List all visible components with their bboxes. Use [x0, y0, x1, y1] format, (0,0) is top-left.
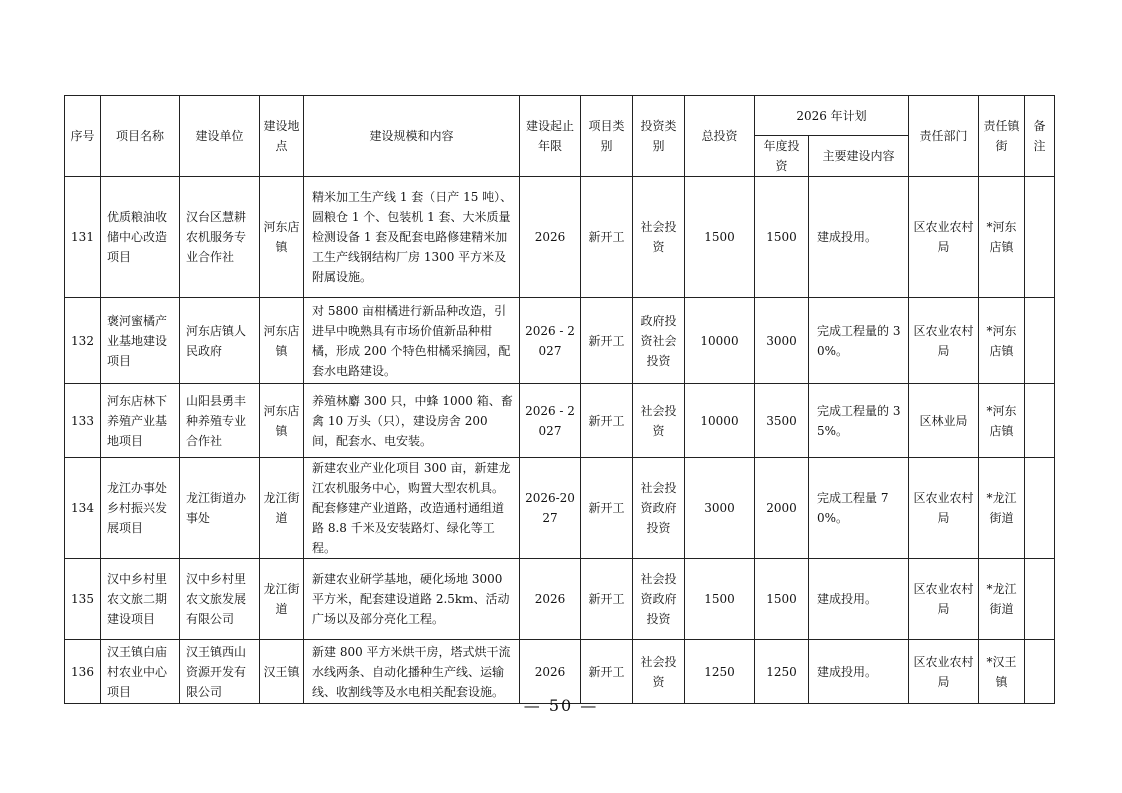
row-period: 2026-2027 [520, 458, 581, 559]
row-name: 优质粮油收储中心改造项目 [101, 177, 180, 298]
row-annual: 3000 [755, 298, 809, 384]
row-unit: 山阳县勇丰种养殖专业合作社 [180, 384, 260, 458]
header-main-content: 主要建设内容 [809, 136, 909, 177]
row-remark [1025, 298, 1055, 384]
row-unit: 汉王镇西山资源开发有限公司 [180, 640, 260, 704]
row-annual: 2000 [755, 458, 809, 559]
row-scale: 对 5800 亩柑橘进行新品种改造，引进早中晚熟具有市场价值新品种柑橘，形成 200 个特色柑橘采摘园，配套水电路建设。 [304, 298, 520, 384]
row-name: 汉王镇白庙村农业中心项目 [101, 640, 180, 704]
row-scale: 精米加工生产线 1 套（日产 15 吨）、圆粮仓 1 个、包装机 1 套、大米质量检测设备 1 套及配套电路修建精米加工生产线钢结构厂房 1300 平方米及附属设施。 [304, 177, 520, 298]
row-scale: 新建农业产业化项目 300 亩，新建龙江农机服务中心，购置大型农机具。配套修建产业道路，改造通村通组道路 8.8 千米及安装路灯、绿化等工程。 [304, 458, 520, 559]
row-category: 新开工 [581, 177, 633, 298]
row-location: 龙江街道 [260, 458, 304, 559]
header-location: 建设地点 [260, 96, 304, 177]
row-seq: 134 [65, 458, 101, 559]
row-location: 河东店镇 [260, 384, 304, 458]
row-annual: 1500 [755, 559, 809, 640]
row-annual: 1500 [755, 177, 809, 298]
row-department: 区林业局 [909, 384, 979, 458]
row-seq: 133 [65, 384, 101, 458]
row-scale: 新建农业研学基地，硬化场地 3000 平方米，配套建设道路 2.5km、活动广场以及部分亮化工程。 [304, 559, 520, 640]
row-location: 河东店镇 [260, 298, 304, 384]
header-remark: 备注 [1025, 96, 1055, 177]
row-department: 区农业农村局 [909, 298, 979, 384]
row-department: 区农业农村局 [909, 458, 979, 559]
header-department: 责任部门 [909, 96, 979, 177]
row-remark [1025, 177, 1055, 298]
row-total: 10000 [685, 298, 755, 384]
header-town: 责任镇街 [979, 96, 1025, 177]
row-name: 龙江办事处乡村振兴发展项目 [101, 458, 180, 559]
row-content: 完成工程量 70%。 [809, 458, 909, 559]
row-unit: 汉中乡村里农文旅发展有限公司 [180, 559, 260, 640]
row-town: *河东店镇 [979, 177, 1025, 298]
row-category: 新开工 [581, 640, 633, 704]
header-period: 建设起止年限 [520, 96, 581, 177]
row-department: 区农业农村局 [909, 177, 979, 298]
row-annual: 3500 [755, 384, 809, 458]
row-unit: 汉台区慧耕农机服务专业合作社 [180, 177, 260, 298]
row-town: *龙江街道 [979, 458, 1025, 559]
row-invest-type: 社会投资 [633, 384, 685, 458]
row-content: 完成工程量的 30%。 [809, 298, 909, 384]
row-content: 完成工程量的 35%。 [809, 384, 909, 458]
row-category: 新开工 [581, 298, 633, 384]
table-row [65, 640, 1055, 704]
row-category: 新开工 [581, 384, 633, 458]
row-period: 2026 [520, 559, 581, 640]
row-department: 区农业农村局 [909, 640, 979, 704]
row-total: 1500 [685, 177, 755, 298]
row-remark [1025, 559, 1055, 640]
header-annual-invest: 年度投资 [755, 136, 809, 177]
row-period: 2026 - 2027 [520, 384, 581, 458]
row-invest-type: 政府投资社会投资 [633, 298, 685, 384]
header-category: 项目类别 [581, 96, 633, 177]
row-remark [1025, 640, 1055, 704]
row-unit: 河东店镇人民政府 [180, 298, 260, 384]
row-invest-type: 社会投资政府投资 [633, 559, 685, 640]
header-invest-type: 投资类别 [633, 96, 685, 177]
table-row [65, 177, 1055, 298]
row-town: *汉王镇 [979, 640, 1025, 704]
row-period: 2026 [520, 177, 581, 298]
row-annual: 1250 [755, 640, 809, 704]
row-name: 汉中乡村里农文旅二期建设项目 [101, 559, 180, 640]
table-row [65, 458, 1055, 559]
row-seq: 132 [65, 298, 101, 384]
row-seq: 135 [65, 559, 101, 640]
row-location: 汉王镇 [260, 640, 304, 704]
row-content: 建成投用。 [809, 559, 909, 640]
row-total: 1250 [685, 640, 755, 704]
row-scale: 新建 800 平方米烘干房，塔式烘干流水线两条、自动化播种生产线、运输线、收割线等及水电相关配套设施。 [304, 640, 520, 704]
row-name: 褒河蜜橘产业基地建设项目 [101, 298, 180, 384]
row-total: 10000 [685, 384, 755, 458]
row-town: *河东店镇 [979, 384, 1025, 458]
row-location: 河东店镇 [260, 177, 304, 298]
row-category: 新开工 [581, 559, 633, 640]
row-invest-type: 社会投资 [633, 640, 685, 704]
header-plan-group: 2026 年计划 [755, 96, 909, 136]
project-plan-table [64, 95, 1055, 704]
table-row [65, 559, 1055, 640]
row-remark [1025, 458, 1055, 559]
row-total: 3000 [685, 458, 755, 559]
header-name: 项目名称 [101, 96, 180, 177]
row-town: *河东店镇 [979, 298, 1025, 384]
table-row [65, 298, 1055, 384]
table-row [65, 384, 1055, 458]
header-total: 总投资 [685, 96, 755, 177]
row-location: 龙江街道 [260, 559, 304, 640]
row-invest-type: 社会投资政府投资 [633, 458, 685, 559]
row-unit: 龙江街道办事处 [180, 458, 260, 559]
row-period: 2026 - 2027 [520, 298, 581, 384]
header-scale: 建设规模和内容 [304, 96, 520, 177]
row-scale: 养殖林麝 300 只，中蜂 1000 箱、畜禽 10 万头（只），建设房舍 200 间，配套水、电安装。 [304, 384, 520, 458]
header-seq: 序号 [65, 96, 101, 177]
row-name: 河东店林下养殖产业基地项目 [101, 384, 180, 458]
row-invest-type: 社会投资 [633, 177, 685, 298]
row-remark [1025, 384, 1055, 458]
page-number: — 50 — [523, 696, 599, 715]
row-content: 建成投用。 [809, 640, 909, 704]
row-town: *龙江街道 [979, 559, 1025, 640]
row-total: 1500 [685, 559, 755, 640]
row-department: 区农业农村局 [909, 559, 979, 640]
row-seq: 136 [65, 640, 101, 704]
row-content: 建成投用。 [809, 177, 909, 298]
header-unit: 建设单位 [180, 96, 260, 177]
row-seq: 131 [65, 177, 101, 298]
row-period: 2026 [520, 640, 581, 704]
row-category: 新开工 [581, 458, 633, 559]
